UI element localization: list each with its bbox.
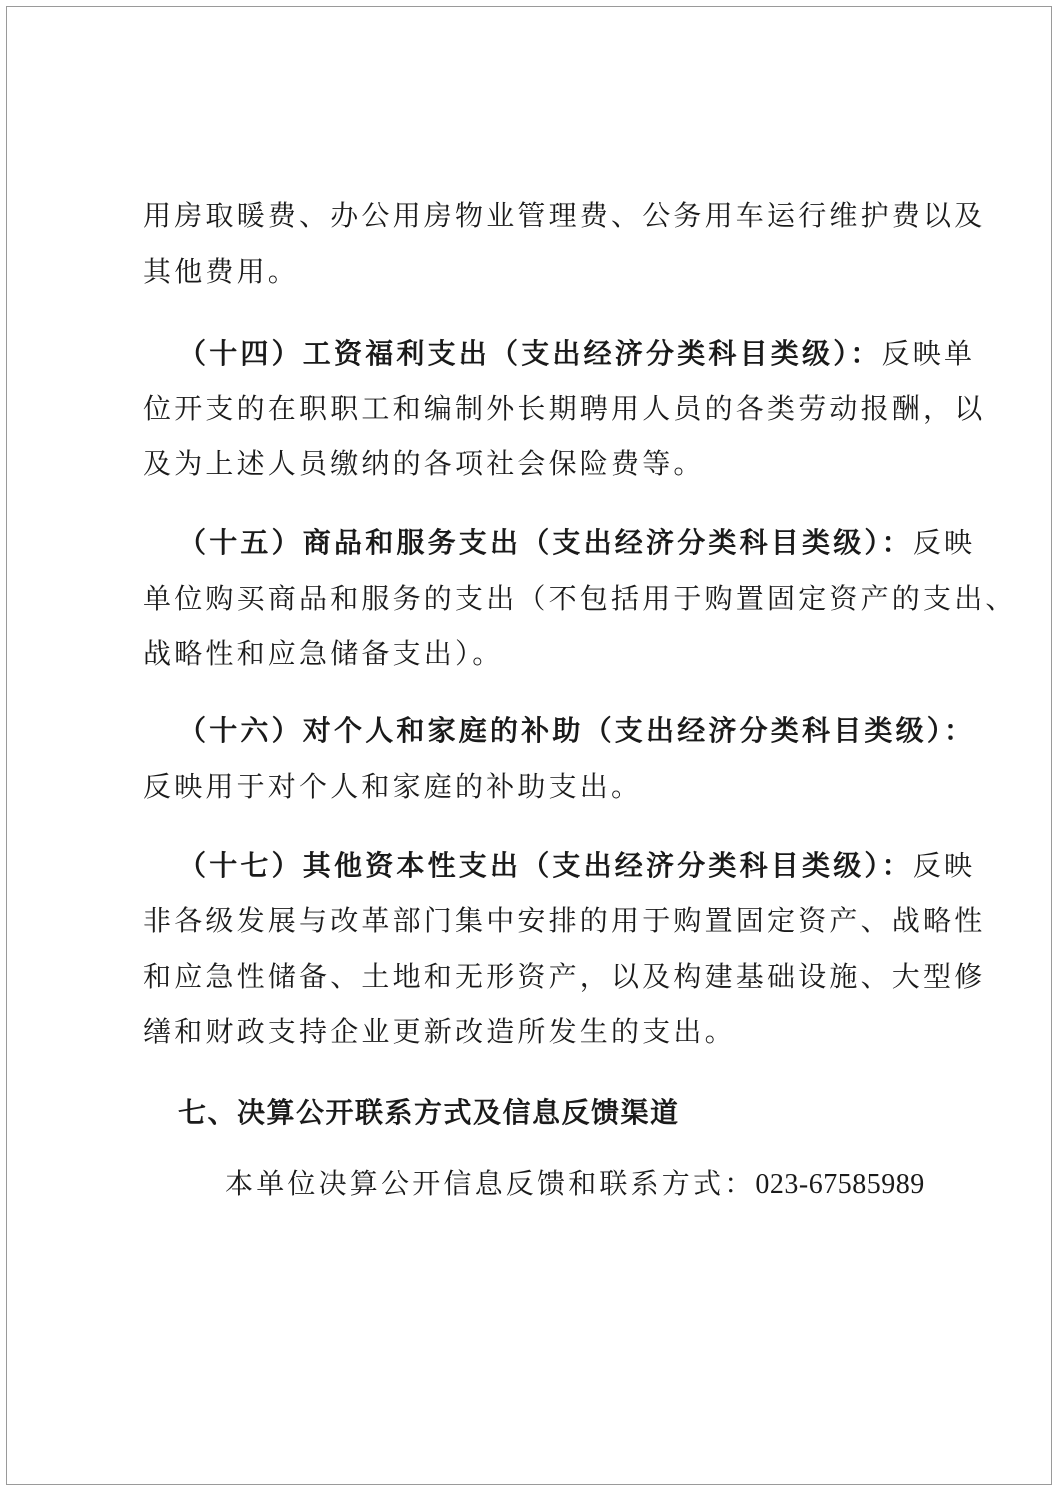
paragraph-line: 缮和财政支持企业更新改造所发生的支出。 — [143, 1015, 736, 1048]
section-heading: 七、决算公开联系方式及信息反馈渠道 — [178, 1096, 680, 1129]
item-14-first-line — [178, 337, 975, 371]
contact-label: 本单位决算公开信息反馈和联系方式： — [225, 1167, 756, 1200]
paragraph-line: 反映用于对个人和家庭的补助支出。 — [143, 770, 643, 803]
paragraph-line: 及为上述人员缴纳的各项社会保险费等。 — [143, 447, 705, 480]
item-15-first-line — [178, 526, 975, 560]
item-15-text: 反映 — [912, 526, 976, 559]
paragraph-line: 位开支的在职职工和编制外长期聘用人员的各类劳动报酬，以 — [143, 392, 986, 425]
item-17-text: 反映 — [912, 849, 976, 882]
item-14-title: （十四）工资福利支出（支出经济分类科目类级）： — [178, 337, 882, 370]
item-17-title: （十七）其他资本性支出（支出经济分类科目类级）： — [178, 849, 913, 882]
item-15-title: （十五）商品和服务支出（支出经济分类科目类级）： — [178, 526, 913, 559]
contact-line — [225, 1167, 925, 1202]
paragraph-line: 单位购买商品和服务的支出（不包括用于购置固定资产的支出、 — [143, 582, 1017, 615]
paragraph-line: 和应急性储备、土地和无形资产，以及构建基础设施、大型修 — [143, 960, 986, 993]
paragraph-line: 非各级发展与改革部门集中安排的用于购置固定资产、战略性 — [143, 904, 986, 937]
paragraph-line: 用房取暖费、办公用房物业管理费、公务用车运行维护费以及 — [143, 199, 986, 232]
item-17-first-line — [178, 849, 975, 883]
paragraph-line: 其他费用。 — [143, 255, 300, 288]
contact-phone-number: 023-67585989 — [755, 1169, 925, 1200]
item-14-text: 反映单 — [881, 337, 976, 370]
item-16-first-line — [178, 714, 975, 748]
paragraph-line: 战略性和应急储备支出）。 — [143, 637, 504, 670]
item-16-title: （十六）对个人和家庭的补助（支出经济分类科目类级）： — [178, 714, 976, 747]
